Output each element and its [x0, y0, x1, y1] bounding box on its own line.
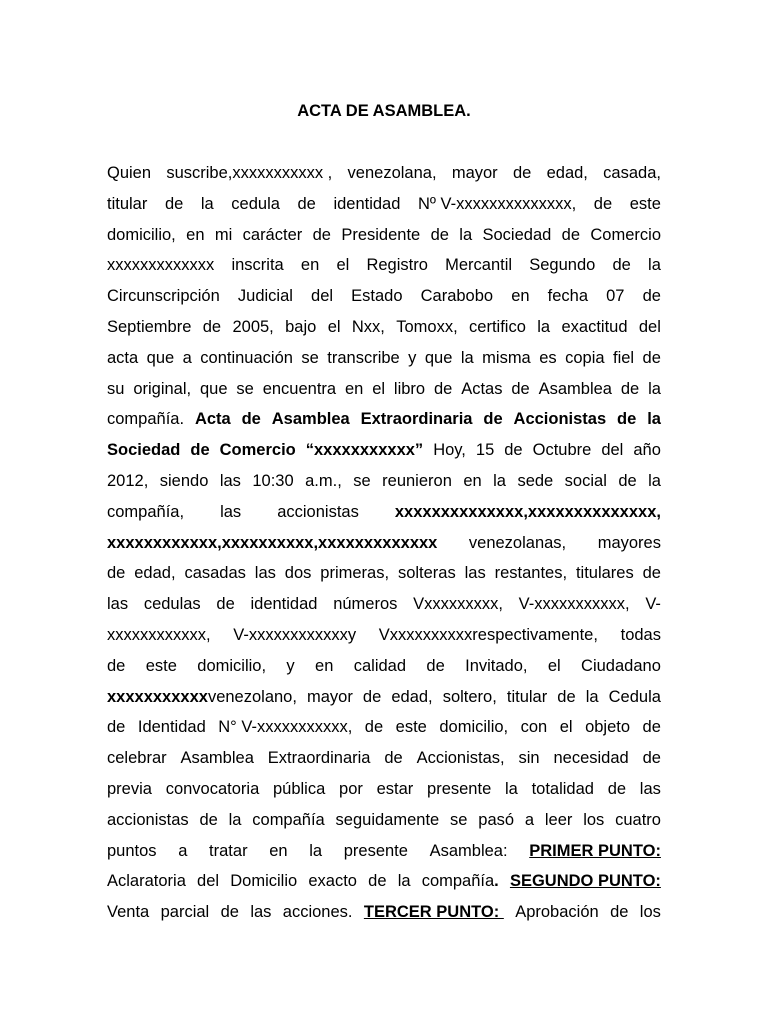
text-word: solteras: [397, 564, 456, 582]
text-word: cedulas: [143, 595, 201, 613]
text-word: a: [182, 349, 192, 367]
text-word: venezolano,: [207, 688, 297, 706]
text-word: PRIMER PUNTO:: [529, 842, 661, 860]
text-word: la: [585, 688, 599, 706]
text-word: V-xxxxxxxxxxx,: [518, 595, 630, 613]
text-word: las: [639, 780, 661, 798]
text-word: de: [642, 718, 661, 736]
text-word: tratar: [209, 842, 248, 860]
text-word: presente: [427, 780, 492, 798]
text-word: a: [178, 842, 188, 860]
text-word: suscribe,xxxxxxxxxxx ,: [166, 164, 333, 182]
text-word: de: [430, 226, 449, 244]
text-word: compañía,: [107, 503, 185, 521]
text-word: de: [107, 718, 126, 736]
text-word: exactitud: [561, 318, 628, 336]
text-word: las: [219, 472, 241, 490]
text-line: [107, 501, 661, 523]
text-word: y: [286, 657, 295, 675]
text-word: venezolanas,: [468, 534, 567, 552]
text-line: [107, 347, 661, 369]
text-word: de: [610, 903, 629, 921]
text-word: la: [648, 472, 661, 490]
text-word: Venta: [107, 903, 150, 921]
text-word: de: [220, 903, 239, 921]
text-word: Judicial: [237, 287, 293, 305]
text-word: Tomoxx,: [396, 318, 458, 336]
text-word: Registro: [366, 256, 428, 274]
text-word: Estado: [351, 287, 403, 305]
text-word: se: [236, 380, 254, 398]
text-line: [107, 716, 661, 738]
text-word: xxxxxxxxxxxx,xxxxxxxxxx,xxxxxxxxxxxxx: [107, 534, 438, 552]
text-word: Nxx,: [351, 318, 385, 336]
text-word: el: [336, 256, 350, 274]
text-word: Ciudadano: [581, 657, 661, 675]
text-line: [107, 316, 661, 338]
text-word: accionistas: [277, 503, 359, 521]
text-line: [107, 532, 661, 554]
text-word: Asamblea:: [429, 842, 508, 860]
text-word: por: [339, 780, 363, 798]
text-word: acciones.: [282, 903, 353, 921]
text-word: de: [199, 811, 218, 829]
text-word: social: [564, 472, 607, 490]
text-word: Segundo: [529, 256, 596, 274]
text-word: Hoy,: [433, 441, 466, 459]
text-word: Asamblea: [271, 410, 350, 428]
text-line: [107, 408, 661, 430]
text-word: carácter: [242, 226, 303, 244]
text-word: edad,: [134, 564, 176, 582]
text-word: “xxxxxxxxxxx”: [305, 441, 424, 459]
text-line: [107, 593, 661, 615]
text-word: este: [395, 718, 427, 736]
text-word: la: [397, 872, 411, 890]
text-word: 10:30: [252, 472, 294, 490]
text-word: con: [520, 718, 548, 736]
text-line: [107, 254, 661, 276]
text-word: Extraordinaria: [360, 410, 473, 428]
text-word: la: [647, 410, 661, 428]
text-word: restantes,: [494, 564, 568, 582]
text-line: [107, 624, 661, 646]
text-word: Presidente: [341, 226, 421, 244]
text-word: Asamblea: [538, 380, 612, 398]
text-word: compañía.: [107, 410, 185, 428]
text-word: se: [450, 811, 468, 829]
text-word: fecha: [547, 287, 589, 305]
text-word: sede: [517, 472, 554, 490]
text-word: del: [601, 441, 624, 459]
text-word: en: [511, 287, 530, 305]
text-word: Quien: [107, 164, 152, 182]
text-word: estar: [376, 780, 414, 798]
text-word: domicilio,: [197, 657, 267, 675]
text-word: objeto: [585, 718, 631, 736]
text-word: a: [524, 811, 535, 829]
text-word: de: [511, 380, 530, 398]
text-word: que: [146, 349, 175, 367]
text-word-group: [422, 870, 499, 892]
text-word: las: [220, 503, 242, 521]
text-word: las: [464, 564, 486, 582]
text-word: Accionistas: [513, 410, 607, 428]
text-word: convocatoria: [165, 780, 260, 798]
text-word: y: [408, 349, 417, 367]
text-word: edad,: [546, 164, 588, 182]
text-word: de: [312, 226, 331, 244]
text-word: es: [539, 349, 557, 367]
text-word: V-xxxxxxxxxxxxy: [233, 626, 357, 644]
text-word: puntos: [107, 842, 157, 860]
text-word: soltero,: [442, 688, 497, 706]
text-word: reunieron: [382, 472, 452, 490]
text-word: cuatro: [615, 811, 661, 829]
text-word: venezolana,: [347, 164, 437, 182]
text-word: parcial: [160, 903, 210, 921]
text-word: .: [494, 872, 499, 890]
text-word: en: [269, 842, 288, 860]
text-word: en: [300, 256, 320, 274]
text-line: [107, 840, 661, 862]
text-word: la: [648, 380, 661, 398]
text-word: xxxxxxxxxxxx,: [107, 626, 211, 644]
text-word: cedula: [231, 195, 280, 213]
text-line: [107, 655, 661, 677]
text-word: SEGUNDO PUNTO:: [509, 872, 661, 890]
text-word: accionistas: [107, 811, 189, 829]
text-word: a.m.,: [305, 472, 342, 490]
text-word: Asamblea: [180, 749, 254, 767]
text-word: Domicilio: [230, 872, 298, 890]
text-word: de: [618, 472, 637, 490]
text-line: [107, 285, 661, 307]
text-word: seguidamente: [335, 811, 440, 829]
text-word: de: [190, 441, 210, 459]
text-line: [107, 562, 661, 584]
text-word: de: [368, 872, 387, 890]
text-word: de: [593, 195, 613, 213]
text-word: Vxxxxxxxxx,: [413, 595, 503, 613]
text-word: Octubre: [532, 441, 592, 459]
text-word: TERCER PUNTO:: [363, 903, 504, 921]
text-word: calidad: [353, 657, 407, 675]
text-word: pasó: [478, 811, 515, 829]
text-word: este: [145, 657, 177, 675]
text-word: el: [547, 657, 561, 675]
text-word: Mercantil: [445, 256, 513, 274]
text-line: [107, 162, 661, 184]
text-line: [107, 378, 661, 400]
text-word: los: [639, 903, 661, 921]
text-word: la: [309, 842, 323, 860]
text-word: el: [372, 380, 386, 398]
text-word: de: [642, 287, 661, 305]
text-word: 2005,: [232, 318, 274, 336]
text-word: Actas: [461, 380, 503, 398]
text-word: de: [107, 564, 126, 582]
text-word: xxxxxxxxxxx: [107, 688, 208, 706]
text-word: primeras,: [320, 564, 390, 582]
text-word: las: [254, 564, 276, 582]
text-line: [107, 224, 661, 246]
text-word: Septiembre: [107, 318, 192, 336]
text-word: de: [364, 718, 384, 736]
text-word: 07: [606, 287, 625, 305]
text-word: de: [164, 195, 184, 213]
text-word: de: [557, 688, 576, 706]
text-word: titulares: [575, 564, 634, 582]
text-word: en: [315, 657, 334, 675]
text-word-group: [107, 686, 297, 708]
text-word: Circunscripción: [107, 287, 220, 305]
text-word: del: [638, 318, 661, 336]
text-line: [107, 778, 661, 800]
text-line: [107, 747, 661, 769]
text-word: la: [504, 780, 518, 798]
text-word: mi: [214, 226, 233, 244]
text-word: en: [186, 226, 205, 244]
text-word: casadas: [184, 564, 246, 582]
text-word: la: [537, 318, 551, 336]
text-word: todas: [620, 626, 661, 644]
text-word: de: [202, 318, 222, 336]
text-word: Aclaratoria: [107, 872, 186, 890]
text-word: Aprobación: [515, 903, 599, 921]
text-line: [107, 901, 661, 923]
text-word: domicilio,: [439, 718, 509, 736]
text-word: de: [241, 410, 261, 428]
text-line: [107, 193, 661, 215]
text-word: dos: [284, 564, 312, 582]
text-word: de: [216, 595, 235, 613]
text-word: de: [642, 564, 661, 582]
text-word: encuentra: [262, 380, 337, 398]
text-word: este: [629, 195, 661, 213]
text-word: Sociedad: [107, 441, 181, 459]
text-word: xxxxxxxxxxxxxx,xxxxxxxxxxxxxx,: [394, 503, 661, 521]
text-word: siendo: [159, 472, 209, 490]
text-word: la: [493, 472, 506, 490]
text-word: de: [504, 441, 523, 459]
text-word: el: [327, 318, 341, 336]
text-word: de: [483, 410, 503, 428]
text-word: la: [460, 349, 474, 367]
text-word: de: [362, 688, 382, 706]
text-word: las: [250, 903, 272, 921]
text-word: 2012,: [107, 472, 149, 490]
text-word: Invitado,: [465, 657, 528, 675]
text-word: la: [228, 811, 242, 829]
text-word: N° V-xxxxxxxxxxx,: [218, 718, 353, 736]
text-word: de: [642, 349, 661, 367]
text-word: V-: [645, 595, 661, 613]
text-word: Comercio: [219, 441, 296, 459]
text-word: bajo: [285, 318, 317, 336]
text-word: exacto: [308, 872, 357, 890]
text-word: de: [607, 780, 627, 798]
text-word: previa: [107, 780, 152, 798]
text-word: se: [353, 472, 371, 490]
text-word: casada,: [603, 164, 661, 182]
text-word: de: [297, 195, 316, 213]
text-word: mayor: [451, 164, 498, 182]
text-word: Vxxxxxxxxxxrespectivamente,: [378, 626, 598, 644]
text-word: de: [612, 256, 631, 274]
text-word: la: [200, 195, 214, 213]
text-word: certifico: [469, 318, 526, 336]
text-word: necesidad: [553, 749, 629, 767]
text-line: [107, 439, 661, 461]
text-word: Nº V-xxxxxxxxxxxxxx,: [418, 195, 577, 213]
text-word: continuación: [200, 349, 293, 367]
text-word: el: [559, 718, 573, 736]
text-line: [107, 809, 661, 831]
text-word: identidad: [333, 195, 401, 213]
text-word: del: [197, 872, 220, 890]
text-word: sin: [518, 749, 540, 767]
text-word: Carabobo: [420, 287, 494, 305]
text-word: los: [583, 811, 605, 829]
text-word: de: [617, 410, 637, 428]
text-word: de: [561, 226, 581, 244]
text-word: en: [463, 472, 482, 490]
text-line: [107, 870, 661, 892]
text-word: identidad: [250, 595, 318, 613]
text-word: de: [433, 380, 453, 398]
text-word: su: [107, 380, 125, 398]
text-word: las: [107, 595, 129, 613]
text-word: misma: [482, 349, 531, 367]
text-word: titular: [506, 688, 548, 706]
text-word: de: [620, 380, 640, 398]
text-word: compañía: [421, 872, 495, 890]
text-word: compañía: [252, 811, 325, 829]
text-word: de: [512, 164, 532, 182]
text-word: titular: [107, 195, 148, 213]
text-line: [107, 686, 661, 708]
text-word: la: [459, 226, 473, 244]
text-word: de: [107, 657, 126, 675]
text-word: se: [301, 349, 319, 367]
text-word: la: [648, 256, 661, 274]
text-word: edad,: [391, 688, 433, 706]
text-word: que: [199, 380, 228, 398]
text-word: Cedula: [608, 688, 661, 706]
text-line: [107, 470, 661, 492]
text-word: Identidad: [137, 718, 206, 736]
text-word: Comercio: [590, 226, 661, 244]
text-word: 15: [475, 441, 495, 459]
text-word: pública: [272, 780, 326, 798]
text-word: presente: [343, 842, 408, 860]
text-word: totalidad: [531, 780, 594, 798]
text-word: año: [633, 441, 661, 459]
text-word: original,: [133, 380, 192, 398]
text-word: leer: [544, 811, 573, 829]
text-word: Acta: [194, 410, 231, 428]
text-word: Sociedad: [482, 226, 552, 244]
text-word: en: [344, 380, 364, 398]
text-word: acta: [107, 349, 139, 367]
text-word: domicilio,: [107, 226, 176, 244]
text-word: de: [642, 749, 661, 767]
text-word: libro: [393, 380, 426, 398]
text-word: transcribe: [327, 349, 400, 367]
text-word: copia: [565, 349, 605, 367]
text-word: números: [333, 595, 398, 613]
text-word: fiel: [613, 349, 635, 367]
text-word: de: [384, 749, 403, 767]
text-word: Accionistas,: [416, 749, 505, 767]
text-word: celebrar: [107, 749, 167, 767]
text-word: mayor: [307, 688, 353, 706]
text-word: del: [311, 287, 334, 305]
text-word: de: [426, 657, 445, 675]
text-word: inscrita: [231, 256, 284, 274]
text-word: Extraordinaria: [267, 749, 371, 767]
document-title: ACTA DE ASAMBLEA.: [297, 102, 471, 120]
text-word: que: [424, 349, 453, 367]
text-word: xxxxxxxxxxxxx: [107, 256, 215, 274]
text-word: mayores: [597, 534, 661, 552]
